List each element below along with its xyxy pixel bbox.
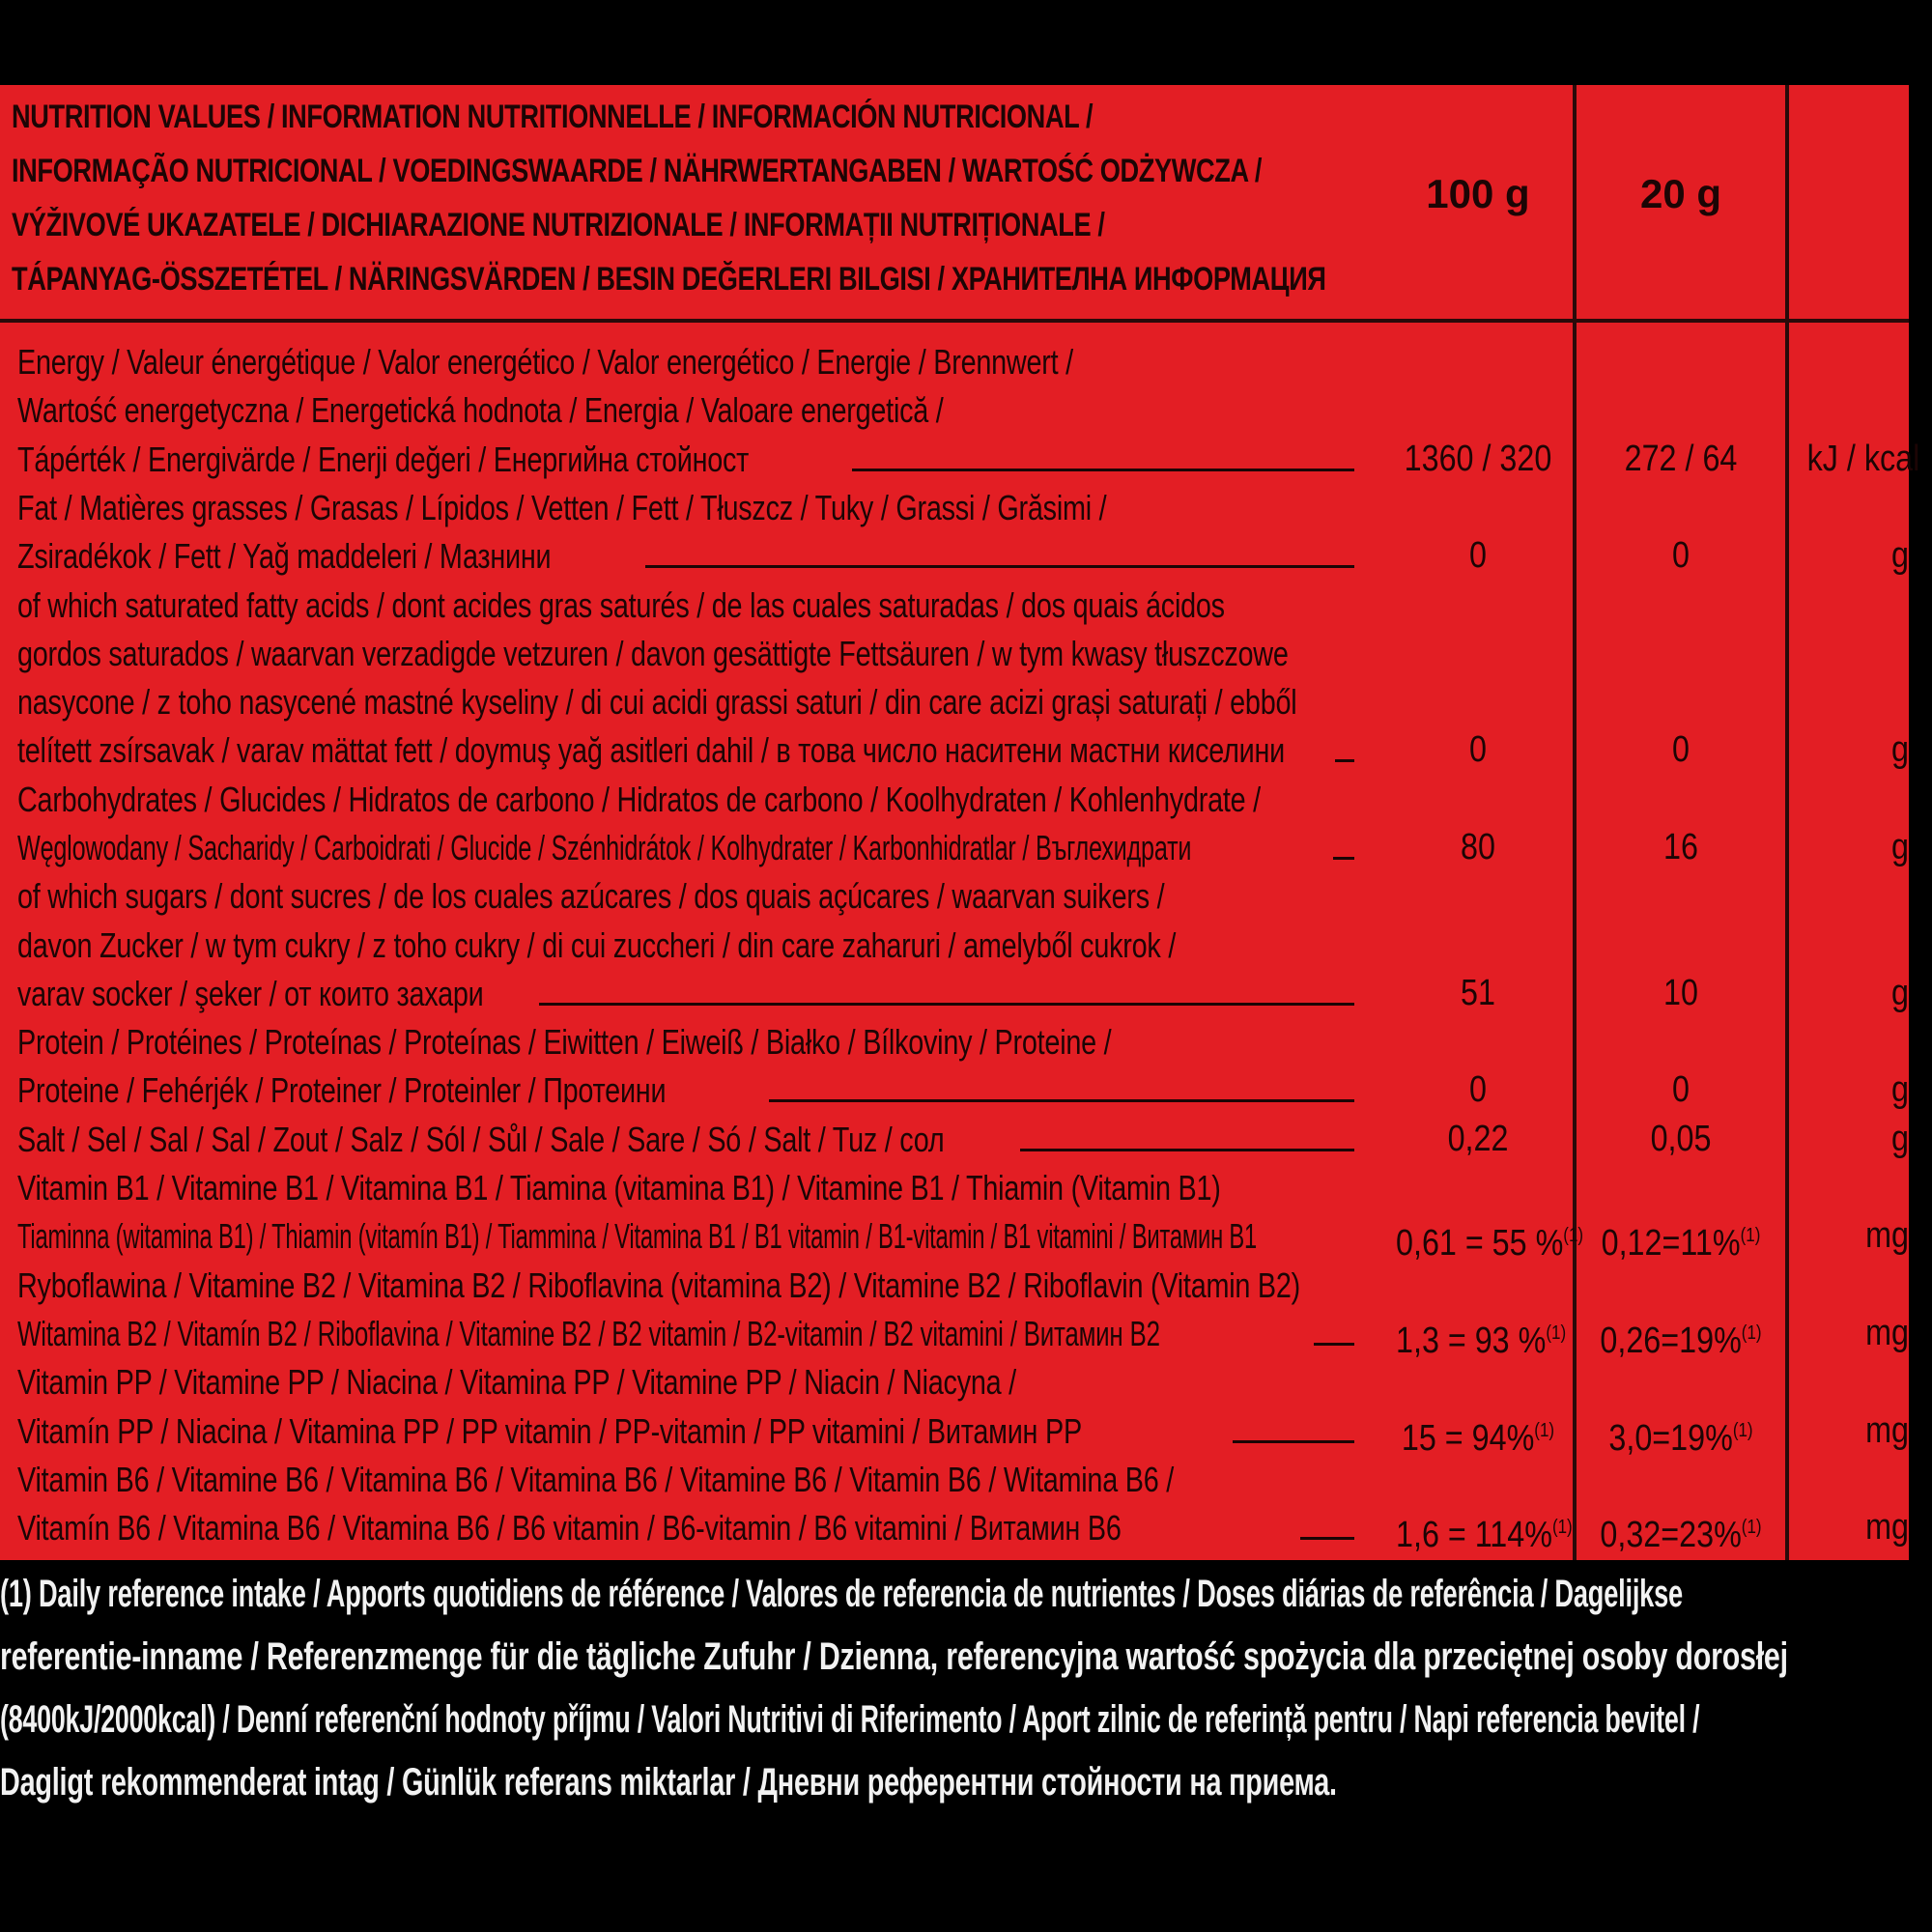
value-20g (1592, 1211, 1770, 1267)
unit: mg (1865, 1410, 1909, 1451)
footnote-mark: (1) (1534, 1420, 1555, 1441)
nutrient-label: Vitamin PP / Vitamine PP / Niacina / Vitamina PP / Vitamine PP / Niacin / Niacyna / (17, 1362, 1016, 1402)
nutrient-label: Energy / Valeur énergétique / Valor energético / Valor energético / Energie / Brennwert / (17, 342, 1073, 382)
leader-line (645, 565, 1354, 568)
value-20g: 0 (1672, 535, 1690, 576)
unit: g (1891, 1069, 1909, 1110)
nutrient-label: Vitamin B1 / Vitamine B1 / Vitamina B1 / Tiamina (vitamina B1) / Vitamine B1 / Thiamin (Vitamin B1) (17, 1168, 1221, 1208)
nutrient-label: davon Zucker / w tym cukry / z toho cukry / di cui zuccheri / din care zaharuri / amelyből cukrok / (17, 925, 1177, 965)
value-text: 15 = 94% (1401, 1418, 1535, 1459)
leader-line (769, 1099, 1354, 1102)
value-100g (1396, 1406, 1560, 1463)
nutrient-label: of which saturated fatty acids / dont acides gras saturés / de las cuales saturadas / dos quais ácidos (17, 585, 1225, 625)
value-text: 0,12=11% (1601, 1223, 1741, 1264)
footnote-mark: (1) (1740, 1225, 1761, 1246)
value-text: 3,0=19% (1608, 1418, 1733, 1459)
leader-line (1300, 1537, 1354, 1540)
header-line: NUTRITION VALUES / INFORMATION NUTRITIONNELLE / INFORMACIÓN NUTRICIONAL / (12, 99, 1094, 135)
leader-line (1333, 857, 1354, 860)
nutrient-label: of which sugars / dont sucres / de los cuales azúcares / dos quais açúcares / waarvan suikers / (17, 876, 1165, 916)
value-100g (1396, 1503, 1573, 1559)
nutrient-label: Zsiradékok / Fett / Yağ maddeleri / Мазнини (17, 536, 552, 576)
column-divider (1785, 85, 1789, 1560)
column-divider (1573, 85, 1577, 1560)
value-100g: 0 (1469, 1069, 1487, 1110)
value-text: 0,26=19% (1600, 1321, 1742, 1361)
nutrient-label: Tiaminna (witamina B1) / Thiamin (vitamín B1) / Tiammina / Vitamina B1 / B1 vitamin / B1-vitamin / B1 vitamini / Витамин B1 (17, 1216, 1258, 1256)
footnote-line: (1) Daily reference intake / Apports quotidiens de référence / Valores de referencia de nutrientes / Doses diárias de referência / Dagelijkse (0, 1573, 1683, 1615)
nutrient-label: telített zsírsavak / varav mättat fett / doymuş yağ asitleri dahil / в това число наситени мастни киселини (17, 730, 1286, 770)
nutrient-label: varav socker / şeker / от които захари (17, 974, 484, 1013)
unit: g (1891, 729, 1909, 770)
column-header-100g: 100 g (1426, 171, 1530, 216)
unit: mg (1865, 1313, 1909, 1353)
value-20g: 272 / 64 (1624, 439, 1738, 479)
leader-line (1233, 1440, 1354, 1443)
value-100g: 0 (1469, 535, 1487, 576)
value-100g (1396, 1309, 1567, 1365)
nutrient-label: gordos saturados / waarvan verzadigde vetzuren / davon gesättigte Fettsäuren / w tym kwasy tłuszczowe (17, 634, 1289, 673)
value-20g: 0 (1672, 729, 1690, 770)
value-100g: 0,22 (1447, 1119, 1509, 1159)
unit: g (1891, 535, 1909, 576)
value-100g: 80 (1461, 827, 1495, 867)
value-100g: 51 (1461, 973, 1495, 1013)
footnote-line: Dagligt rekommenderat intag / Günlük referans miktarlar / Дневни референтни стойности на приема. (0, 1761, 1337, 1804)
footnote-mark: (1) (1741, 1322, 1762, 1344)
footnote (0, 1560, 1932, 1850)
value-100g (1396, 1211, 1584, 1267)
footnote-mark: (1) (1546, 1322, 1567, 1344)
footnote-mark: (1) (1741, 1517, 1762, 1538)
nutrient-label: Tápérték / Energivärde / Enerji değeri / Енергийна стойност (17, 440, 750, 479)
header-divider (0, 319, 1909, 323)
footnote-mark: (1) (1732, 1420, 1753, 1441)
value-100g: 1360 / 320 (1404, 439, 1552, 479)
nutrient-label: Carbohydrates / Glucides / Hidratos de carbono / Hidratos de carbono / Koolhydraten / Kohlenhydrate / (17, 780, 1261, 819)
leader-line (1335, 759, 1354, 762)
leader-line (1020, 1149, 1354, 1151)
value-text: 0,61 = 55 % (1396, 1223, 1564, 1264)
value-text: 1,6 = 114% (1396, 1515, 1552, 1555)
leader-line (852, 469, 1354, 471)
value-text: 1,3 = 93 % (1396, 1321, 1547, 1361)
unit: mg (1865, 1215, 1909, 1256)
nutrient-label: Wartość energetyczna / Energetická hodnota / Energia / Valoare energetică / (17, 390, 944, 430)
nutrient-label: Witamina B2 / Vitamín B2 / Riboflavina / Vitamine B2 / B2 vitamin / B2-vitamin / B2 vitamini / Витамин B2 (17, 1314, 1160, 1353)
leader-line (1314, 1343, 1354, 1346)
nutrition-table (0, 85, 1920, 1560)
value-20g (1592, 1406, 1770, 1463)
footnote-mark: (1) (1551, 1517, 1573, 1538)
nutrient-label: Proteine / Fehérjék / Proteiner / Proteinler / Протеини (17, 1070, 667, 1110)
leader-line (539, 1003, 1354, 1006)
header-line: INFORMAÇÃO NUTRICIONAL / VOEDINGSWAARDE / NÄHRWERTANGABEN / WARTOŚĆ ODŻYWCZA / (12, 153, 1263, 189)
unit: g (1891, 1119, 1909, 1159)
value-20g: 0 (1672, 1069, 1690, 1110)
header-line: TÁPANYAG-ÖSSZETÉTEL / NÄRINGSVÄRDEN / BESIN DEĞERLERI BILGISI / ХРАНИТЕЛНА ИНФОРМАЦИЯ (12, 261, 1326, 298)
nutrient-label: Ryboflawina / Vitamine B2 / Vitamina B2 / Riboflavina (vitamina B2) / Vitamine B2 / Riboflavin (Vitamin B2) (17, 1265, 1301, 1305)
header-line: VÝŽIVOVÉ UKAZATELE / DICHIARAZIONE NUTRIZIONALE / INFORMAȚII NUTRIȚIONALE / (12, 207, 1105, 243)
nutrient-label: Protein / Protéines / Proteínas / Proteínas / Eiwitten / Eiweiß / Białko / Bílkoviny / Proteine / (17, 1022, 1112, 1062)
footnote-line: referentie-inname / Referenzmenge für die tägliche Zufuhr / Dzienna, referencyjna wartość spożycia dla przeciętnej osoby dorosłej (0, 1635, 1788, 1678)
nutrient-label: Vitamin B6 / Vitamine B6 / Vitamina B6 / Vitamina B6 / Vitamine B6 / Vitamin B6 / Witamina B6 / (17, 1460, 1174, 1499)
footnote-line: (8400kJ/2000kcal) / Denní referenční hodnoty příjmu / Valori Nutritivi di Riferimento / Aport zilnic de referință pentru / Napi referencia bevitel / (0, 1698, 1700, 1741)
value-20g: 16 (1663, 827, 1698, 867)
column-header-20g: 20 g (1639, 171, 1722, 216)
value-20g: 0,05 (1650, 1119, 1712, 1159)
unit: mg (1865, 1507, 1909, 1548)
nutrient-label: Węglowodany / Sacharidy / Carboidrati / Glucide / Szénhidrátok / Kolhydrater / Karbonhidratlar / Въглехидрати (17, 828, 1192, 867)
value-20g (1592, 1503, 1770, 1559)
nutrient-label: Vitamín PP / Niacina / Vitamina PP / PP vitamin / PP-vitamin / PP vitamini / Витамин PP (17, 1411, 1082, 1451)
value-20g: 10 (1663, 973, 1698, 1013)
footnote-mark: (1) (1563, 1225, 1584, 1246)
unit: g (1891, 973, 1909, 1013)
unit: g (1891, 827, 1909, 867)
value-100g: 0 (1469, 729, 1487, 770)
nutrient-label: Vitamín B6 / Vitamina B6 / Vitamina B6 / B6 vitamin / B6-vitamin / B6 vitamini / Витамин B6 (17, 1508, 1122, 1548)
nutrient-label: Salt / Sel / Sal / Sal / Zout / Salz / Sól / Sůl / Sale / Sare / Só / Salt / Tuz / сол (17, 1120, 945, 1159)
unit: kJ / kcal (1806, 439, 1920, 479)
value-20g (1592, 1309, 1770, 1365)
nutrient-label: Fat / Matières grasses / Grasas / Lípidos / Vetten / Fett / Tłuszcz / Tuky / Grassi / Grăsimi / (17, 488, 1107, 527)
value-text: 0,32=23% (1600, 1515, 1742, 1555)
nutrient-label: nasycone / z toho nasycené mastné kyseliny / di cui acidi grassi saturi / din care acizi grași saturați / ebből (17, 682, 1297, 722)
